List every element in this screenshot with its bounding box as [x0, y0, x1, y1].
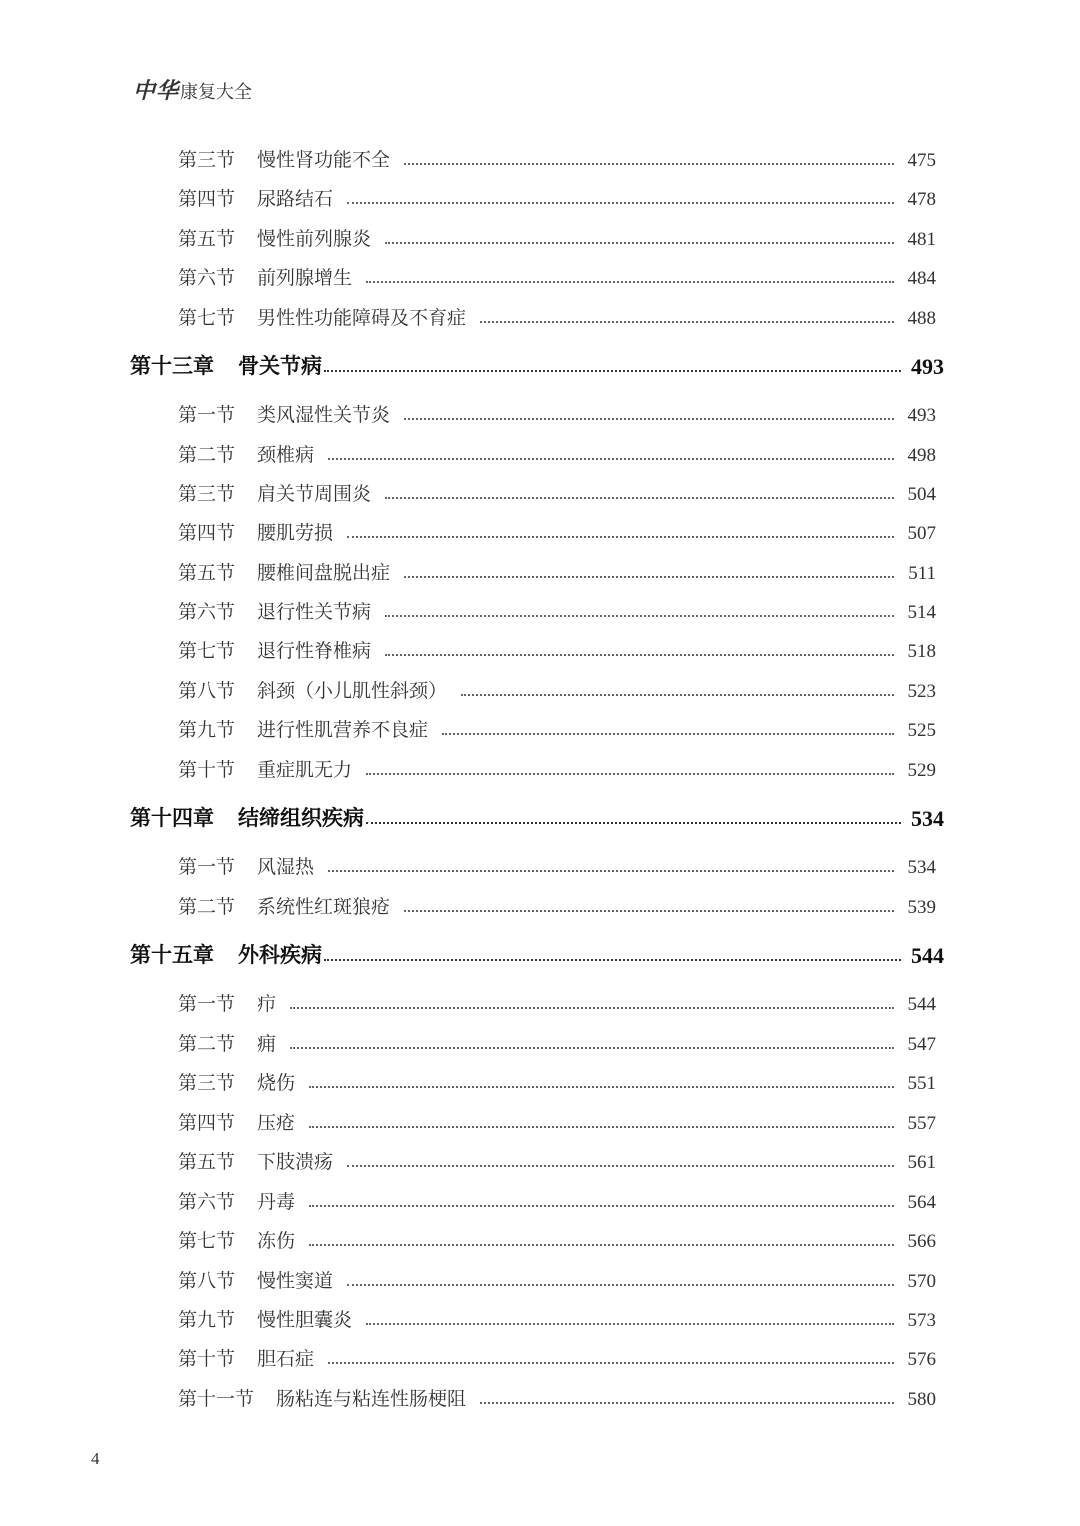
entry-label: 第四节	[178, 188, 236, 210]
dot-leader	[404, 575, 894, 578]
entry-title: 慢性胆囊炎	[257, 1309, 353, 1331]
entry-page-number: 573	[907, 1310, 936, 1331]
toc-section-entry[interactable]	[178, 633, 936, 663]
entry-label: 第三节	[178, 149, 236, 171]
entry-label: 第十四章	[130, 805, 214, 830]
entry-title: 风湿热	[257, 856, 315, 878]
entry-page-number: 544	[911, 943, 944, 968]
dot-leader	[309, 1204, 894, 1207]
dot-leader	[347, 201, 894, 204]
entry-page-number: 551	[907, 1073, 936, 1094]
entry-label: 第六节	[178, 1191, 236, 1213]
entry-page-number: 544	[907, 994, 936, 1015]
entry-page-number: 504	[907, 484, 936, 505]
entry-label: 第六节	[178, 267, 236, 289]
dot-leader	[324, 958, 901, 961]
entry-label: 第三节	[178, 1072, 236, 1094]
toc-section-entry[interactable]	[178, 555, 936, 585]
entry-title: 外科疾病	[238, 942, 322, 967]
toc-section-entry[interactable]	[178, 1302, 936, 1332]
entry-label: 第五节	[178, 228, 236, 250]
entry-title: 肠粘连与粘连性肠梗阻	[276, 1388, 467, 1410]
entry-title: 腰肌劳损	[257, 522, 334, 544]
entry-page-number: 493	[907, 405, 936, 426]
toc-section-entry[interactable]	[178, 1184, 936, 1214]
entry-label: 第十节	[178, 759, 236, 781]
entry-label: 第七节	[178, 1230, 236, 1252]
toc-section-entry[interactable]	[178, 260, 936, 290]
dot-leader	[404, 417, 894, 420]
entry-page-number: 539	[907, 897, 936, 918]
entry-title: 退行性脊椎病	[257, 640, 372, 662]
entry-label: 第一节	[178, 993, 236, 1015]
toc-section-entry[interactable]	[178, 712, 936, 742]
entry-label: 第七节	[178, 640, 236, 662]
toc-section-entry[interactable]	[178, 515, 936, 545]
entry-label: 第十节	[178, 1348, 236, 1370]
entry-page-number: 547	[907, 1034, 936, 1055]
entry-page-number: 518	[907, 641, 936, 662]
entry-title: 斜颈（小儿肌性斜颈）	[257, 680, 448, 702]
entry-title: 男性性功能障碍及不育症	[257, 307, 467, 329]
dot-leader	[366, 821, 901, 824]
toc-section-entry[interactable]	[178, 397, 936, 427]
dot-leader	[328, 1361, 894, 1364]
entry-label: 第八节	[178, 1270, 236, 1292]
dot-leader	[404, 909, 894, 912]
entry-page-number: 557	[907, 1113, 936, 1134]
entry-title: 压疮	[257, 1112, 296, 1134]
dot-leader	[309, 1243, 894, 1246]
toc-section-entry[interactable]	[178, 986, 936, 1016]
toc-section-entry[interactable]	[178, 300, 936, 330]
dot-leader	[385, 241, 894, 244]
entry-page-number: 561	[907, 1152, 936, 1173]
entry-label: 第十三章	[130, 353, 214, 378]
dot-leader	[290, 1006, 894, 1009]
brand-logo-text: 中华	[133, 79, 180, 104]
entry-title: 烧伤	[257, 1072, 296, 1094]
dot-leader	[366, 772, 894, 775]
toc-section-entry[interactable]	[178, 1026, 936, 1056]
entry-label: 第九节	[178, 719, 236, 741]
entry-title: 肩关节周围炎	[257, 483, 372, 505]
entry-title: 进行性肌营养不良症	[257, 719, 429, 741]
dot-leader	[442, 732, 894, 735]
entry-title: 下肢溃疡	[257, 1151, 334, 1173]
entry-page-number: 511	[908, 563, 936, 584]
toc-section-entry[interactable]	[178, 181, 936, 211]
dot-leader	[347, 1164, 894, 1167]
entry-page-number: 478	[907, 189, 936, 210]
entry-title: 重症肌无力	[257, 759, 353, 781]
entry-page-number: 493	[911, 354, 944, 379]
toc-section-entry[interactable]	[178, 437, 936, 467]
toc-chapter-entry[interactable]	[130, 350, 944, 380]
entry-label: 第四节	[178, 1112, 236, 1134]
dot-leader	[328, 869, 894, 872]
dot-leader	[366, 280, 894, 283]
entry-page-number: 523	[907, 681, 936, 702]
toc-section-entry[interactable]	[178, 142, 936, 172]
dot-leader	[347, 535, 894, 538]
entry-page-number: 488	[907, 308, 936, 329]
entry-title: 结缔组织疾病	[238, 805, 364, 830]
dot-leader	[480, 1401, 894, 1404]
dot-leader	[290, 1046, 894, 1049]
dot-leader	[366, 1322, 894, 1325]
entry-label: 第四节	[178, 522, 236, 544]
entry-label: 第十一节	[178, 1388, 255, 1410]
entry-title: 前列腺增生	[257, 267, 353, 289]
toc-section-entry[interactable]	[178, 673, 936, 703]
dot-leader	[461, 693, 894, 696]
toc-section-entry[interactable]	[178, 889, 936, 919]
dot-leader	[385, 614, 894, 617]
dot-leader	[385, 653, 894, 656]
toc-section-entry[interactable]	[178, 1341, 936, 1371]
entry-title: 慢性肾功能不全	[257, 149, 391, 171]
entry-page-number: 580	[907, 1389, 936, 1410]
entry-title: 冻伤	[257, 1230, 296, 1252]
entry-label: 第五节	[178, 562, 236, 584]
toc-section-entry[interactable]	[178, 1223, 936, 1253]
entry-title: 丹毒	[257, 1191, 296, 1213]
page-number: 4	[91, 1449, 100, 1468]
entry-page-number: 525	[907, 720, 936, 741]
entry-title: 慢性前列腺炎	[257, 228, 372, 250]
entry-page-number: 484	[907, 268, 936, 289]
entry-title: 胆石症	[257, 1348, 315, 1370]
entry-title: 系统性红斑狼疮	[257, 896, 391, 918]
toc-section-entry[interactable]	[178, 752, 936, 782]
entry-page-number: 570	[907, 1271, 936, 1292]
entry-label: 第一节	[178, 856, 236, 878]
entry-title: 尿路结石	[257, 188, 334, 210]
entry-label: 第二节	[178, 896, 236, 918]
dot-leader	[385, 496, 894, 499]
entry-page-number: 576	[907, 1349, 936, 1370]
toc-chapter-entry[interactable]	[130, 802, 944, 832]
entry-label: 第九节	[178, 1309, 236, 1331]
dot-leader	[309, 1125, 894, 1128]
entry-label: 第八节	[178, 680, 236, 702]
entry-page-number: 514	[907, 602, 936, 623]
entry-label: 第二节	[178, 444, 236, 466]
entry-label: 第六节	[178, 601, 236, 623]
entry-title: 慢性窦道	[257, 1270, 334, 1292]
dot-leader	[328, 457, 894, 460]
entry-page-number: 481	[907, 229, 936, 250]
toc-section-entry[interactable]	[178, 849, 936, 879]
entry-page-number: 534	[907, 857, 936, 878]
entry-label: 第三节	[178, 483, 236, 505]
dot-leader	[324, 369, 901, 372]
entry-label: 第五节	[178, 1151, 236, 1173]
entry-page-number: 534	[911, 806, 944, 831]
entry-page-number: 498	[907, 445, 936, 466]
dot-leader	[404, 162, 894, 165]
toc-section-entry[interactable]	[178, 221, 936, 251]
toc-section-entry[interactable]	[178, 1105, 936, 1135]
book-title: 康复大全	[180, 82, 253, 103]
toc-section-entry[interactable]	[178, 476, 936, 506]
entry-label: 第十五章	[130, 942, 214, 967]
entry-page-number: 564	[907, 1192, 936, 1213]
entry-title: 痈	[257, 1033, 277, 1055]
dot-leader	[309, 1085, 894, 1088]
toc-section-entry[interactable]	[178, 1065, 936, 1095]
entry-title: 退行性关节病	[257, 601, 372, 623]
dot-leader	[480, 320, 894, 323]
entry-title: 腰椎间盘脱出症	[257, 562, 391, 584]
entry-title: 疖	[257, 993, 277, 1015]
dot-leader	[347, 1283, 894, 1286]
toc-chapter-entry[interactable]	[130, 939, 944, 969]
entry-label: 第二节	[178, 1033, 236, 1055]
running-header	[133, 74, 252, 105]
entry-page-number: 507	[907, 523, 936, 544]
entry-title: 类风湿性关节炎	[257, 404, 391, 426]
entry-page-number: 566	[907, 1231, 936, 1252]
entry-title: 颈椎病	[257, 444, 315, 466]
toc-section-entry[interactable]	[178, 1144, 936, 1174]
toc-section-entry[interactable]	[178, 1263, 936, 1293]
entry-title: 骨关节病	[238, 353, 322, 378]
entry-label: 第七节	[178, 307, 236, 329]
entry-label: 第一节	[178, 404, 236, 426]
entry-page-number: 475	[907, 150, 936, 171]
toc-section-entry[interactable]	[178, 1381, 936, 1411]
entry-page-number: 529	[907, 760, 936, 781]
toc-section-entry[interactable]	[178, 594, 936, 624]
